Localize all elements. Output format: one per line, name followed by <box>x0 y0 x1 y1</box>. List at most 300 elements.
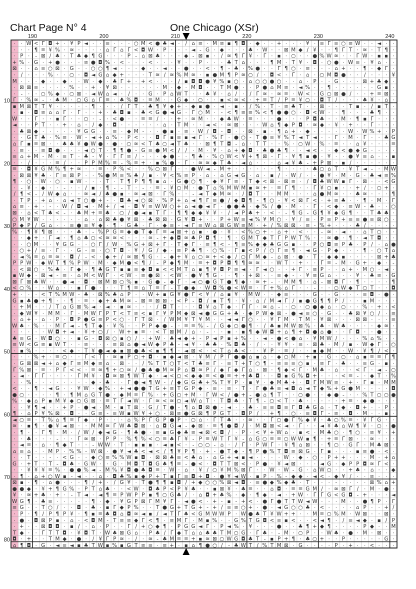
stitch-symbol: ≅ <box>134 192 138 198</box>
stitch-symbol: · <box>371 66 373 72</box>
stitch-symbol: P <box>20 54 23 60</box>
stitch-symbol: ≅ <box>241 73 245 79</box>
stitch-symbol: Γ <box>306 198 309 204</box>
stitch-symbol: · <box>71 505 73 511</box>
stitch-symbol: ⌂ <box>277 229 280 235</box>
stitch-symbol: · <box>150 123 152 129</box>
stitch-symbol: ▪ <box>156 267 160 273</box>
stitch-symbol: · <box>64 267 66 273</box>
stitch-symbol: ¶ <box>184 210 187 216</box>
stitch-symbol: ○ <box>27 242 32 248</box>
stitch-symbol: < <box>327 204 331 210</box>
stitch-symbol: ⌂ <box>256 173 259 179</box>
stitch-symbol: · <box>28 474 30 480</box>
stitch-symbol: ⌂ <box>49 110 52 116</box>
stitch-symbol: W <box>234 223 239 229</box>
stitch-symbol: ○ <box>255 361 260 367</box>
stitch-symbol: T <box>69 54 74 60</box>
stitch-symbol: < <box>27 192 31 198</box>
stitch-symbol: G <box>177 217 181 223</box>
stitch-symbol: · <box>71 79 73 85</box>
stitch-symbol: M <box>255 424 259 430</box>
stitch-symbol: · <box>378 148 380 154</box>
stitch-symbol: ● <box>313 305 318 311</box>
stitch-symbol: · <box>393 336 395 342</box>
stitch-symbol: W <box>198 129 203 135</box>
stitch-symbol: ≅ <box>70 47 74 53</box>
stitch-symbol: · <box>78 342 80 348</box>
stitch-symbol: ◆ <box>220 367 224 373</box>
stitch-symbol: P <box>220 336 223 342</box>
stitch-symbol: ¶ <box>263 361 266 367</box>
stitch-symbol: ♣ <box>212 342 217 348</box>
stitch-symbol: ¶ <box>113 148 116 154</box>
stitch-symbol: ≡ <box>55 160 59 166</box>
stitch-symbol: ♣ <box>198 154 203 160</box>
stitch-symbol: % <box>169 192 174 198</box>
stitch-symbol: ◘ <box>313 60 317 66</box>
stitch-symbol: ● <box>191 273 196 279</box>
stitch-symbol: ◘ <box>127 512 131 518</box>
stitch-symbol: ⊠ <box>213 537 217 543</box>
stitch-symbol: ⊠ <box>127 348 131 354</box>
stitch-symbol: · <box>357 348 359 354</box>
stitch-symbol: · <box>21 236 23 242</box>
stitch-symbol: M <box>370 298 374 304</box>
stitch-symbol: · <box>207 229 209 235</box>
stitch-symbol: ◆ <box>55 91 59 97</box>
stitch-symbol: · <box>300 73 302 79</box>
stitch-symbol: · <box>307 493 309 499</box>
stitch-symbol: · <box>228 135 230 141</box>
stitch-symbol: ≡ <box>70 417 74 423</box>
stitch-symbol: · <box>343 468 345 474</box>
stitch-symbol: G <box>127 499 131 505</box>
stitch-symbol: Γ <box>13 367 16 373</box>
stitch-symbol: W <box>284 455 289 461</box>
stitch-symbol: % <box>219 185 224 191</box>
stitch-symbol: / <box>364 223 366 229</box>
stitch-symbol: · <box>207 41 209 47</box>
stitch-symbol: < <box>291 518 295 524</box>
stitch-symbol: Γ <box>363 367 366 373</box>
stitch-symbol: ¥ <box>27 185 31 191</box>
stitch-symbol: W <box>327 380 332 386</box>
stitch-symbol: Γ <box>127 104 130 110</box>
stitch-symbol: · <box>85 104 87 110</box>
stitch-symbol: · <box>92 292 94 298</box>
stitch-symbol: ≡ <box>98 210 102 216</box>
stitch-symbol: ≅ <box>334 380 338 386</box>
stitch-symbol: ≅ <box>198 367 202 373</box>
stitch-symbol: · <box>57 430 59 436</box>
stitch-symbol: · <box>271 273 273 279</box>
stitch-symbol: < <box>320 474 324 480</box>
stitch-symbol: ¥ <box>213 148 217 154</box>
stitch-symbol: · <box>300 179 302 185</box>
stitch-symbol: · <box>85 110 87 116</box>
stitch-symbol: ⌂ <box>213 455 216 461</box>
stitch-symbol: Γ <box>313 185 316 191</box>
stitch-symbol: ◆ <box>377 323 381 329</box>
stitch-symbol: ◄ <box>177 336 181 342</box>
stitch-symbol: · <box>92 217 94 223</box>
stitch-symbol: · <box>64 54 66 60</box>
stitch-symbol: · <box>371 148 373 154</box>
stitch-symbol: < <box>184 361 188 367</box>
stitch-symbol: ○ <box>120 317 125 323</box>
stitch-symbol: · <box>71 123 73 129</box>
stitch-symbol: ▪ <box>120 348 124 354</box>
stitch-symbol: ● <box>262 499 267 505</box>
stitch-symbol: / <box>371 104 373 110</box>
stitch-symbol: ◄ <box>20 443 24 449</box>
stitch-symbol: ≅ <box>227 192 231 198</box>
stitch-symbol: P <box>106 436 109 442</box>
stitch-symbol: ● <box>227 286 232 292</box>
stitch-symbol: · <box>207 499 209 505</box>
stitch-symbol: ≡ <box>112 160 116 166</box>
stitch-symbol: ⌂ <box>363 229 366 235</box>
stitch-symbol: T <box>33 104 38 110</box>
stitch-symbol: ● <box>255 66 260 72</box>
stitch-symbol: ⊠ <box>27 129 31 135</box>
stitch-symbol: ♣ <box>191 248 196 254</box>
stitch-symbol: W <box>148 292 153 298</box>
stitch-symbol: ● <box>284 110 289 116</box>
stitch-symbol: ◆ <box>106 254 110 260</box>
stitch-symbol: P <box>63 512 66 518</box>
stitch-symbol: / <box>343 298 345 304</box>
stitch-symbol: ◘ <box>63 530 67 536</box>
stitch-symbol: · <box>385 298 387 304</box>
stitch-symbol: - <box>392 261 394 267</box>
stitch-symbol: ◘ <box>27 167 31 173</box>
stitch-symbol: · <box>300 286 302 292</box>
stitch-symbol: ¥ <box>277 461 281 467</box>
stitch-symbol: ● <box>155 279 160 285</box>
stitch-symbol: · <box>385 493 387 499</box>
stitch-symbol: · <box>271 292 273 298</box>
stitch-symbol: + <box>177 505 181 511</box>
stitch-symbol: · <box>235 192 237 198</box>
stitch-symbol: ◄ <box>391 493 395 499</box>
stitch-symbol: ≅ <box>334 192 338 198</box>
stitch-symbol: M <box>184 73 188 79</box>
stitch-symbol: ≡ <box>263 405 267 411</box>
stitch-symbol: G <box>148 405 152 411</box>
stitch-symbol: ¶ <box>235 242 238 248</box>
stitch-symbol: ♣ <box>334 424 339 430</box>
stitch-symbol: · <box>100 305 102 311</box>
stitch-symbol: ¥ <box>285 443 289 449</box>
stitch-symbol: Γ <box>35 116 38 122</box>
stitch-symbol: G <box>98 54 102 60</box>
stitch-symbol: ⊠ <box>384 91 388 97</box>
stitch-symbol: ♣ <box>248 374 253 380</box>
stitch-symbol: · <box>100 374 102 380</box>
stitch-symbol: ¶ <box>42 229 45 235</box>
stitch-symbol: ¶ <box>363 198 366 204</box>
stitch-symbol: T <box>155 505 160 511</box>
stitch-symbol: T <box>184 505 189 511</box>
stitch-symbol: Γ <box>278 248 281 254</box>
stitch-symbol: M <box>341 116 345 122</box>
stitch-symbol: ≡ <box>248 116 252 122</box>
stitch-symbol: ♣ <box>370 273 375 279</box>
stitch-symbol: · <box>350 73 352 79</box>
stitch-symbol: / <box>357 486 359 492</box>
stitch-symbol: G <box>127 530 131 536</box>
stitch-symbol: Γ <box>113 47 116 53</box>
stitch-symbol: ◆ <box>370 524 374 530</box>
stitch-symbol: ◄ <box>134 198 138 204</box>
stitch-symbol: ○ <box>377 392 382 398</box>
stitch-symbol: ◆ <box>198 374 202 380</box>
stitch-symbol: < <box>227 98 231 104</box>
stitch-symbol: · <box>307 54 309 60</box>
stitch-symbol: M <box>212 41 216 47</box>
stitch-symbol: Γ <box>42 430 45 436</box>
stitch-symbol: < <box>270 518 274 524</box>
stitch-symbol: · <box>235 330 237 336</box>
stitch-symbol: + <box>163 392 167 398</box>
stitch-symbol: ♣ <box>48 210 53 216</box>
stitch-symbol: · <box>278 443 280 449</box>
stitch-symbol: ≅ <box>105 424 109 430</box>
stitch-symbol: P <box>285 98 288 104</box>
stitch-symbol: · <box>357 248 359 254</box>
stitch-symbol: / <box>378 311 380 317</box>
stitch-symbol: ● <box>191 499 196 505</box>
stitch-symbol: ◘ <box>248 148 252 154</box>
stitch-symbol: ≡ <box>98 512 102 518</box>
stitch-symbol: · <box>343 248 345 254</box>
stitch-symbol: + <box>177 116 181 122</box>
stitch-symbol: · <box>393 66 395 72</box>
stitch-symbol: · <box>378 154 380 160</box>
stitch-symbol: < <box>34 41 38 47</box>
stitch-symbol: · <box>64 129 66 135</box>
stitch-symbol: ◆ <box>191 210 195 216</box>
stitch-symbol: · <box>214 54 216 60</box>
stitch-symbol: · <box>321 85 323 91</box>
stitch-symbol: ♣ <box>112 79 117 85</box>
stitch-symbol: · <box>57 185 59 191</box>
stitch-symbol: · <box>64 436 66 442</box>
stitch-symbol: · <box>49 367 51 373</box>
stitch-symbol: Γ <box>242 305 245 311</box>
stitch-symbol: ≡ <box>112 411 116 417</box>
stitch-symbol: G <box>20 505 24 511</box>
stitch-symbol: G <box>84 336 88 342</box>
stitch-symbol: · <box>71 192 73 198</box>
stitch-symbol: · <box>107 110 109 116</box>
stitch-symbol: P <box>106 524 109 530</box>
stitch-symbol: + <box>170 543 174 549</box>
stitch-symbol: ◆ <box>148 374 152 380</box>
stitch-symbol: G <box>41 223 45 229</box>
stitch-symbol: · <box>85 505 87 511</box>
stitch-symbol: ⌂ <box>263 355 266 361</box>
stitch-symbol: ≅ <box>291 179 295 185</box>
stitch-symbol: ¶ <box>56 392 59 398</box>
stitch-symbol: · <box>271 493 273 499</box>
stitch-symbol: · <box>385 386 387 392</box>
stitch-symbol: ⌂ <box>56 361 59 367</box>
stitch-symbol: ¥ <box>377 430 381 436</box>
stitch-symbol: - <box>335 480 337 486</box>
stitch-symbol: · <box>14 468 16 474</box>
stitch-symbol: ▪ <box>363 355 367 361</box>
stitch-symbol: · <box>35 336 37 342</box>
stitch-symbol: · <box>307 367 309 373</box>
stitch-symbol: < <box>20 267 24 273</box>
stitch-symbol: - <box>92 229 94 235</box>
stitch-symbol: G <box>277 242 281 248</box>
stitch-symbol: · <box>92 342 94 348</box>
stitch-symbol: ◆ <box>349 286 353 292</box>
stitch-symbol: ◄ <box>363 236 367 242</box>
stitch-symbol: · <box>264 292 266 298</box>
stitch-symbol: ⊠ <box>163 455 167 461</box>
stitch-symbol: Γ <box>163 242 166 248</box>
stitch-symbol: ¶ <box>13 411 16 417</box>
stitch-symbol: · <box>257 524 259 530</box>
stitch-symbol: · <box>321 254 323 260</box>
stitch-symbol: - <box>271 361 273 367</box>
stitch-symbol: M <box>277 192 281 198</box>
stitch-symbol: ⌂ <box>56 110 59 116</box>
stitch-symbol: · <box>28 47 30 53</box>
stitch-symbol: · <box>171 47 173 53</box>
stitch-symbol: ¥ <box>113 323 117 329</box>
stitch-symbol: ○ <box>162 493 167 499</box>
stitch-symbol: · <box>64 47 66 53</box>
stitch-symbol: ⊠ <box>120 361 124 367</box>
stitch-symbol: · <box>49 405 51 411</box>
stitch-symbol: < <box>384 449 388 455</box>
stitch-symbol: · <box>207 248 209 254</box>
stitch-symbol: ¶ <box>285 66 288 72</box>
stitch-symbol: W <box>298 91 303 97</box>
stitch-symbol: + <box>313 524 317 530</box>
stitch-symbol: ● <box>184 292 189 298</box>
stitch-symbol: Γ <box>256 91 259 97</box>
stitch-symbol: ⊠ <box>363 79 367 85</box>
stitch-symbol: ◄ <box>377 367 381 373</box>
stitch-symbol: · <box>35 486 37 492</box>
stitch-symbol: ▪ <box>227 79 231 85</box>
stitch-symbol: ⌂ <box>270 123 273 129</box>
stitch-symbol: P <box>77 41 80 47</box>
stitch-symbol: / <box>343 342 345 348</box>
stitch-symbol: T <box>41 210 46 216</box>
stitch-symbol: ▪ <box>156 160 160 166</box>
stitch-symbol: · <box>250 98 252 104</box>
stitch-symbol: % <box>319 141 324 147</box>
stitch-symbol: T <box>298 236 303 242</box>
stitch-symbol: ▪ <box>199 229 203 235</box>
stitch-symbol: + <box>270 286 274 292</box>
stitch-symbol: ¶ <box>263 198 266 204</box>
stitch-symbol: · <box>257 405 259 411</box>
stitch-symbol: · <box>78 455 80 461</box>
stitch-symbol: ◆ <box>91 361 95 367</box>
stitch-symbol: ● <box>334 392 339 398</box>
stitch-symbol: Γ <box>142 518 145 524</box>
stitch-symbol: ⊠ <box>134 405 138 411</box>
stitch-symbol: ◘ <box>291 386 295 392</box>
stitch-symbol: % <box>112 135 117 141</box>
stitch-symbol: ○ <box>313 455 318 461</box>
stitch-symbol: · <box>307 123 309 129</box>
stitch-symbol: - <box>335 261 337 267</box>
stitch-symbol: · <box>157 91 159 97</box>
stitch-symbol: ▪ <box>284 374 288 380</box>
stitch-symbol: · <box>235 167 237 173</box>
stitch-symbol: Γ <box>349 486 352 492</box>
stitch-symbol: · <box>335 505 337 511</box>
stitch-symbol: W <box>48 192 53 198</box>
stitch-symbol: ◄ <box>70 279 74 285</box>
stitch-symbol: ¥ <box>177 292 181 298</box>
stitch-symbol: · <box>357 543 359 549</box>
stitch-symbol: · <box>92 116 94 122</box>
stitch-symbol: < <box>220 254 224 260</box>
stitch-symbol: + <box>41 198 45 204</box>
stitch-symbol: ● <box>241 323 246 329</box>
stitch-symbol: · <box>314 236 316 242</box>
stitch-symbol: · <box>364 430 366 436</box>
stitch-symbol: · <box>35 443 37 449</box>
stitch-symbol: · <box>107 148 109 154</box>
stitch-symbol: W <box>348 424 353 430</box>
stitch-symbol: · <box>393 411 395 417</box>
stitch-symbol: · <box>278 455 280 461</box>
stitch-symbol: + <box>48 60 52 66</box>
stitch-symbol: ⌂ <box>99 217 102 223</box>
stitch-symbol: < <box>248 248 252 254</box>
stitch-symbol: · <box>64 499 66 505</box>
stitch-symbol: · <box>307 474 309 480</box>
stitch-symbol: G <box>13 461 17 467</box>
stitch-symbol: ≅ <box>305 223 309 229</box>
stitch-symbol: % <box>377 336 382 342</box>
stitch-symbol: ¶ <box>149 380 152 386</box>
stitch-symbol: ¶ <box>27 229 30 235</box>
stitch-symbol: < <box>213 430 217 436</box>
stitch-symbol: · <box>307 242 309 248</box>
stitch-symbol: ◄ <box>377 173 381 179</box>
stitch-symbol: % <box>55 167 60 173</box>
stitch-symbol: · <box>314 443 316 449</box>
stitch-symbol: · <box>71 374 73 380</box>
stitch-symbol: ◆ <box>299 455 303 461</box>
stitch-symbol: ⌂ <box>299 443 302 449</box>
stitch-symbol: ⌂ <box>270 85 273 91</box>
stitch-symbol: · <box>335 85 337 91</box>
stitch-symbol: / <box>214 292 216 298</box>
stitch-symbol: ≡ <box>170 223 174 229</box>
stitch-symbol: · <box>35 286 37 292</box>
stitch-symbol: / <box>164 449 166 455</box>
stitch-symbol: ¶ <box>106 185 109 191</box>
stitch-symbol: - <box>257 198 259 204</box>
stitch-symbol: · <box>357 474 359 480</box>
stitch-symbol: - <box>157 537 159 543</box>
stitch-symbol: ≡ <box>148 148 152 154</box>
